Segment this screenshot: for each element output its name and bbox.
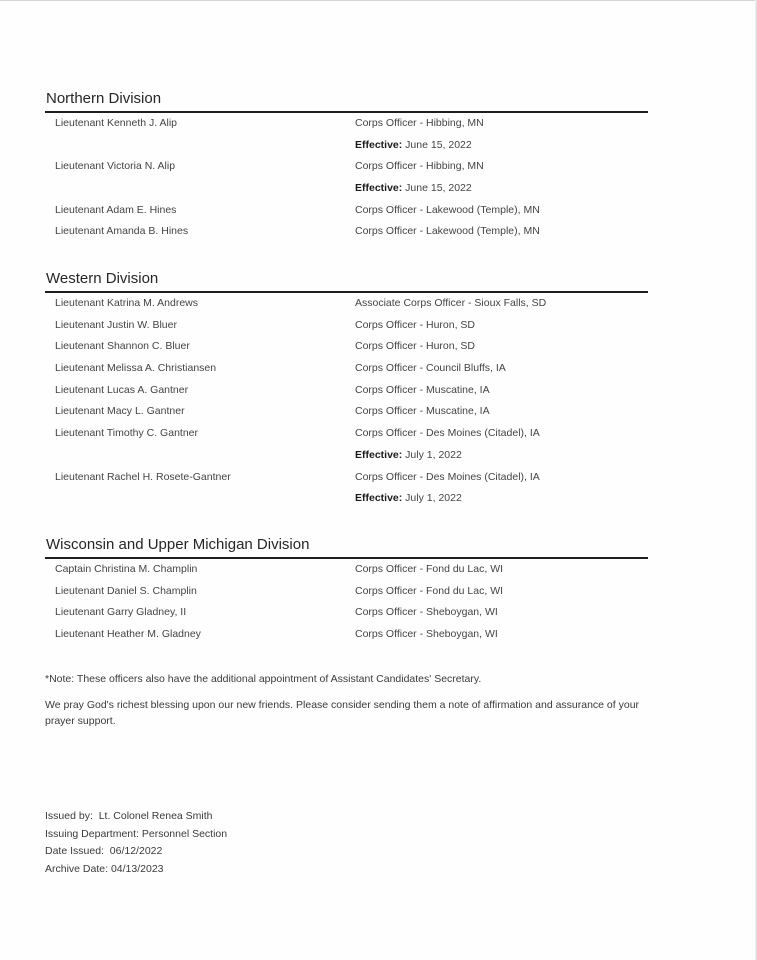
effective-label: Effective: [355, 138, 403, 151]
officer-name [45, 178, 355, 200]
officer-name [45, 135, 355, 157]
archive-date: Archive Date: 04/13/2023 [45, 862, 164, 875]
appointment-row [45, 581, 648, 603]
officer-name: Lieutenant Macy L. Gantner [55, 405, 185, 418]
effective-value: June 15, 2022 [402, 182, 472, 195]
appointment-row [45, 113, 648, 135]
appointment-row [45, 200, 648, 222]
effective-value: July 1, 2022 [402, 448, 462, 461]
issuing-department: Issuing Department: Personnel Section [45, 827, 228, 840]
appointment-row [45, 358, 648, 380]
effective-value: July 1, 2022 [402, 492, 462, 505]
page-top-edge [0, 0, 757, 1]
appointment: Corps Officer - Fond du Lac, WI [355, 563, 504, 575]
appointment: Corps Officer - Huron, SD [355, 340, 476, 353]
appointment-row [45, 467, 648, 489]
appointment: Corps Officer - Des Moines (Citadel), IA [355, 427, 540, 440]
appointment-row [45, 423, 648, 445]
effective-row [45, 178, 648, 200]
appointment: Corps Officer - Hibbing, MN [355, 117, 484, 129]
appointment: Corps Officer - Huron, SD [355, 318, 476, 331]
division-rows [45, 559, 648, 646]
appointment: Corps Officer - Lakewood (Temple), MN [355, 203, 540, 216]
effective-date [355, 135, 648, 157]
division-title: Northern Division [46, 90, 162, 107]
issuance-footer [45, 808, 227, 878]
officer-name: Lieutenant Melissa A. Christiansen [55, 362, 217, 375]
appointment: Corps Officer - Fond du Lac, WI [355, 584, 504, 597]
officer-name: Lieutenant Lucas A. Gantner [55, 383, 189, 396]
division-wisconsin-upper-michigan [45, 535, 648, 646]
note-text: *Note: These officers also have the additional appointment of Assistant Candidates' Secretary. [45, 673, 482, 685]
appointment-row [45, 380, 648, 402]
officer-name: Lieutenant Heather M. Gladney [55, 628, 201, 641]
effective-label: Effective: [355, 182, 403, 195]
officer-name: Lieutenant Adam E. Hines [55, 203, 177, 216]
division-rows [45, 113, 648, 243]
appointment-row [45, 221, 648, 243]
division-rows [45, 293, 648, 510]
issued-by: Issued by: Lt. Colonel Renea Smith [45, 810, 213, 822]
appointment: Corps Officer - Sheboygan, WI [355, 628, 498, 641]
effective-date [355, 488, 648, 510]
effective-row [45, 445, 648, 467]
division-title: Wisconsin and Upper Michigan Division [46, 536, 310, 553]
appointment-row [45, 401, 648, 423]
appointment-row [45, 624, 648, 646]
officer-name: Lieutenant Daniel S. Champlin [55, 584, 197, 597]
appointment-row [45, 602, 648, 624]
officer-name: Captain Christina M. Champlin [55, 563, 198, 575]
appointment: Associate Corps Officer - Sioux Falls, SD [355, 297, 547, 309]
officer-name: Lieutenant Victoria N. Alip [55, 160, 176, 173]
effective-row [45, 135, 648, 157]
appointment: Corps Officer - Des Moines (Citadel), IA [355, 470, 540, 483]
officer-name: Lieutenant Rachel H. Rosete-Gantner [55, 470, 231, 483]
appointment: Corps Officer - Sheboygan, WI [355, 606, 498, 619]
appointment-row [45, 156, 648, 178]
effective-label: Effective: [355, 492, 403, 505]
officer-name: Lieutenant Garry Gladney, II [55, 606, 187, 619]
division-title: Western Division [46, 270, 159, 287]
division-northern [45, 89, 648, 243]
officer-name: Lieutenant Timothy C. Gantner [55, 427, 198, 440]
officer-name [45, 488, 355, 510]
officer-name: Lieutenant Amanda B. Hines [55, 225, 189, 238]
date-issued: Date Issued: 06/12/2022 [45, 845, 163, 857]
blessing-text: We pray God's richest blessing upon our new friends. Please consider sending them a note of affirmation and assurance of your prayer support. [45, 699, 640, 727]
division-western [45, 269, 648, 510]
effective-date [355, 445, 648, 467]
appointment-row [45, 293, 648, 315]
officer-name: Lieutenant Shannon C. Bluer [55, 340, 190, 353]
effective-value: June 15, 2022 [402, 138, 472, 151]
appointment-row [45, 315, 648, 337]
appointment-row [45, 559, 648, 581]
appointment: Corps Officer - Muscatine, IA [355, 383, 490, 396]
effective-row [45, 488, 648, 510]
officer-name: Lieutenant Kenneth J. Alip [55, 117, 178, 129]
officer-name: Lieutenant Justin W. Bluer [55, 318, 177, 331]
appointment: Corps Officer - Lakewood (Temple), MN [355, 225, 540, 238]
appointment: Corps Officer - Hibbing, MN [355, 160, 484, 173]
effective-label: Effective: [355, 448, 403, 461]
effective-date [355, 178, 648, 200]
appointment: Corps Officer - Muscatine, IA [355, 405, 490, 418]
appointment-row [45, 336, 648, 358]
officer-name: Lieutenant Katrina M. Andrews [55, 297, 199, 309]
appointment: Corps Officer - Council Bluffs, IA [355, 362, 506, 375]
officer-name [45, 445, 355, 467]
